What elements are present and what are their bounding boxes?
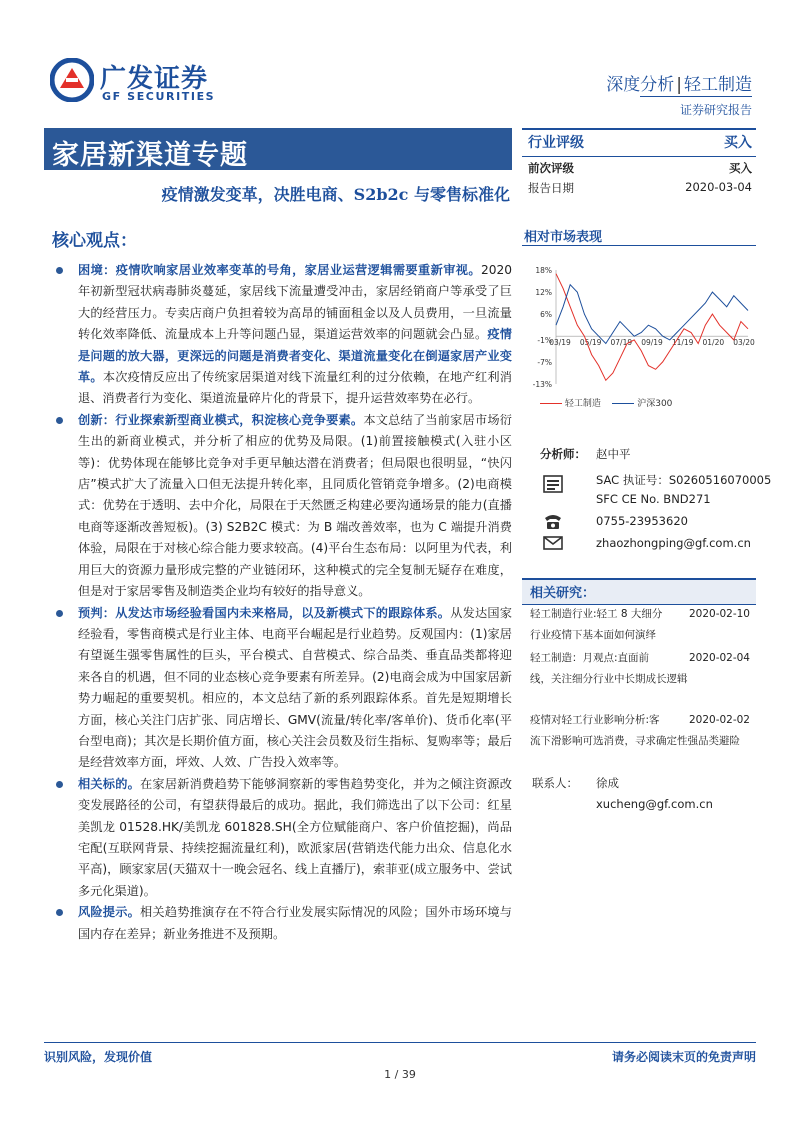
- legend-swatch-b: [612, 403, 634, 404]
- analyst-label: 分析师：: [540, 447, 586, 461]
- bullet-lead: 预判：从发达市场经验看国内未来格局，以及新模式下的跟踪体系。: [78, 605, 451, 620]
- y-tick-label: -1%: [537, 335, 552, 345]
- core-body: [52, 260, 512, 945]
- analyst-name: 赵中平: [596, 447, 631, 461]
- chart-legend: [540, 396, 672, 409]
- related-title-line2: 行业疫情下基本面如何演绎: [530, 629, 656, 641]
- bullet-targets: [52, 774, 512, 902]
- x-tick-label: 09/19: [641, 338, 663, 348]
- bullet-dot-icon: [56, 781, 63, 788]
- market-heading: 相对市场表现: [524, 230, 603, 245]
- bullet-lead: 风险提示。: [78, 905, 141, 920]
- prev-rating-label: 前次评级: [528, 161, 574, 175]
- related-heading: 相关研究：: [530, 586, 596, 601]
- brand-name-cn: 广发证券: [100, 64, 209, 94]
- bullet-emphasis: 疫情是问题的放大器，更深远的问题是消费者变化、渠道流量变化在倒逼家居产业变革。: [78, 327, 512, 385]
- y-tick-label: 18%: [535, 266, 552, 275]
- legend-label-b: 沪深300: [637, 399, 673, 409]
- footer-slogan: 识别风险，发现价值: [44, 1050, 153, 1064]
- related-item: [530, 604, 750, 646]
- analyst-sfc: SFC CE No. BND271: [596, 492, 711, 506]
- series-line-csi300: [556, 285, 748, 344]
- bullet-text: 在家居新消费趋势下能够洞察新的零售趋势变化，并为之倾注资源改变发展路径的公司，有望获得最后的成功。据此，我们筛选出了以下公司：红星美凯龙 01528.HK/美凯龙 601828.SH(全方位赋能商户、客户价值挖掘)，尚品宅配(互联网背景、持续挖掘流量红利)，欧派家居(营销迭代能力出众、信息化水平高)，顾家家居(天猫双十一晚会冠名、线上直播厅)，索菲亚(成立服务中、尝试多元化渠道)。: [78, 776, 512, 898]
- related-date: 2020-02-04: [688, 652, 750, 664]
- contact-label: 联系人：: [532, 776, 578, 790]
- id-card-icon: [542, 473, 564, 495]
- header-category: [606, 70, 752, 95]
- category-a: 深度分析: [606, 75, 675, 95]
- bullet-innovation: [52, 410, 512, 603]
- core-heading: 核心观点：: [52, 231, 137, 251]
- relative-performance-chart: [522, 260, 756, 408]
- bullet-text: 相关趋势推演存在不符合行业发展实际情况的风险；国外市场环境与国内存在差异；新业务推进不及预期。: [78, 905, 512, 941]
- bullet-lead: 困境：疫情吹响家居业效率变革的号角，家居业运营逻辑需要重新审视。: [78, 263, 481, 277]
- bullet-dot-icon: [56, 417, 63, 424]
- report-date-label: 报告日期: [528, 181, 574, 195]
- bullet-text: 本次疫情反应出了传统家居渠道对线下流量红利的过分依赖，在地产红利消退、消费者行为变化、渠道流量碎片化的背景下，提升运营效率势在必行。: [78, 370, 512, 406]
- bullet-forecast: [52, 603, 512, 774]
- related-title-line1: 疫情对轻工行业影响分析:客: [530, 714, 660, 726]
- related-item: [530, 710, 750, 752]
- bullet-text: 本文总结了当前家居市场衍生出的新商业模式，并分析了相应的优势及局限。(1)前置接触模式(入驻小区等)：优势体现在能够比竞争对手更早触达潜在消费者；但局限也很明显，“快闪店”模式扩大了流量入口但无法提升转化率，且同质化管销竞争增多。(2)电商模式：优势在于透明、去中介化，局限在于天然匮乏构建必要沟通场景的能力(直播电商等逐渐改善短板)。(3) S2B2C 模式：为 B 端改善效率，也为 C 端提升消费体验，局限在于对核心综合能力要求较高。(4)平台生态布局：以阿里为代表，利用巨大的资源力量形成完整的产业链闭环，这种模式的完全复制无疑存在难度，但是对于家居零售及制造类企业均有较好的指导意义。: [78, 412, 512, 599]
- header-rule: [640, 96, 752, 97]
- related-title-line1: 轻工制造行业:轻工 8 大细分: [530, 608, 663, 620]
- related-date: 2020-02-02: [688, 714, 750, 726]
- market-rule: [522, 245, 756, 246]
- x-tick-label: 07/19: [610, 338, 633, 348]
- report-subtitle: 疫情激发变革，决胜电商、S2b2c 与零售标准化: [161, 185, 510, 204]
- report-type: 证券研究报告: [679, 103, 752, 117]
- prev-rating-value: 买入: [729, 161, 752, 175]
- report-date-value: 2020-03-04: [685, 180, 752, 194]
- related-date: 2020-02-10: [688, 608, 750, 620]
- gf-logo-icon: [50, 58, 94, 102]
- brand-name-en: GF SECURITIES: [102, 90, 216, 103]
- x-tick-label: 01/20: [702, 338, 725, 348]
- email-icon: [542, 532, 564, 554]
- analyst-email: zhaozhongping@gf.com.cn: [596, 536, 751, 550]
- bullet-dot-icon: [56, 909, 63, 916]
- contact-name: 徐成: [596, 776, 619, 790]
- y-tick-label: -7%: [537, 357, 552, 367]
- bullet-risk: [52, 902, 512, 945]
- bullet-text: 2020 年初新型冠状病毒肺炎蔓延，家居线下流量遭受冲击，家居经销商户等承受了巨大的经营压力。专卖店商户负担着较为高昂的铺面租金以及人员费用，一旦流量转化效率降低、流量成本上升等问题凸显，渠道运营效率的问题就会凸显。: [78, 263, 512, 342]
- bullet-lead: 相关标的。: [78, 776, 141, 791]
- legend-swatch-a: [540, 403, 562, 404]
- x-tick-label: 11/19: [671, 338, 694, 348]
- y-tick-label: 12%: [535, 288, 552, 298]
- phone-icon: [542, 510, 564, 532]
- x-tick-label: 03/19: [549, 338, 571, 348]
- report-title: 家居新渠道专题: [52, 140, 248, 171]
- bullet-dilemma: [52, 260, 512, 410]
- analyst-phone: 0755-23953620: [596, 514, 688, 528]
- rating-value: 买入: [724, 135, 752, 151]
- bullet-dot-icon: [56, 267, 63, 274]
- bullet-dot-icon: [56, 610, 63, 617]
- category-separator: |: [676, 75, 682, 95]
- related-title-line2: 流下滑影响可选消费，寻求确定性强品类避险: [530, 735, 740, 747]
- y-tick-label: 6%: [540, 310, 552, 320]
- bullet-text: 从发达国家经验看，零售商模式是行业主体、电商平台崛起是行业趋势。反观国内：(1)家居有望诞生强零售属性的巨头，平台模式、自营模式、综合品类、垂直品类都将迎来各自的机遇，但不同的业态核心竞争要素有所差异。(2)电商会成为中国家居新势力崛起的重要契机。相应的，本文总结了新的系列跟踪体系。首先是短期增长方面，核心关注门店扩张、同店增长、GMV(流量/转化率/客单价)、货币化率(平台型电商)；其次是长期价值方面，核心关注会员数及衍生指标、复购率等；最后是经营效率方面，坪效、人效、广告投入效率等。: [78, 605, 512, 770]
- y-tick-label: -13%: [532, 380, 552, 389]
- rating-label: 行业评级: [528, 135, 584, 151]
- page-number: 1 / 39: [384, 1068, 416, 1081]
- related-title-line1: 轻工制造：月观点:直面前: [530, 652, 650, 664]
- related-item: [530, 648, 750, 690]
- legend-label-a: 轻工制造: [564, 399, 601, 409]
- x-tick-label: 05/19: [579, 338, 602, 348]
- contact-email: xucheng@gf.com.cn: [596, 797, 713, 811]
- related-title-line2: 线，关注细分行业中长期成长逻辑: [530, 673, 688, 685]
- analyst-sac: SAC 执证号：S0260516070005: [596, 473, 772, 487]
- bullet-lead: 创新：行业探索新型商业模式，积淀核心竞争要素。: [78, 412, 364, 427]
- footer-rule: [44, 1042, 756, 1043]
- x-tick-label: 03/20: [733, 338, 755, 348]
- footer-disclaimer: 请务必阅读末页的免责声明: [611, 1050, 756, 1064]
- category-b: 轻工制造: [684, 75, 752, 95]
